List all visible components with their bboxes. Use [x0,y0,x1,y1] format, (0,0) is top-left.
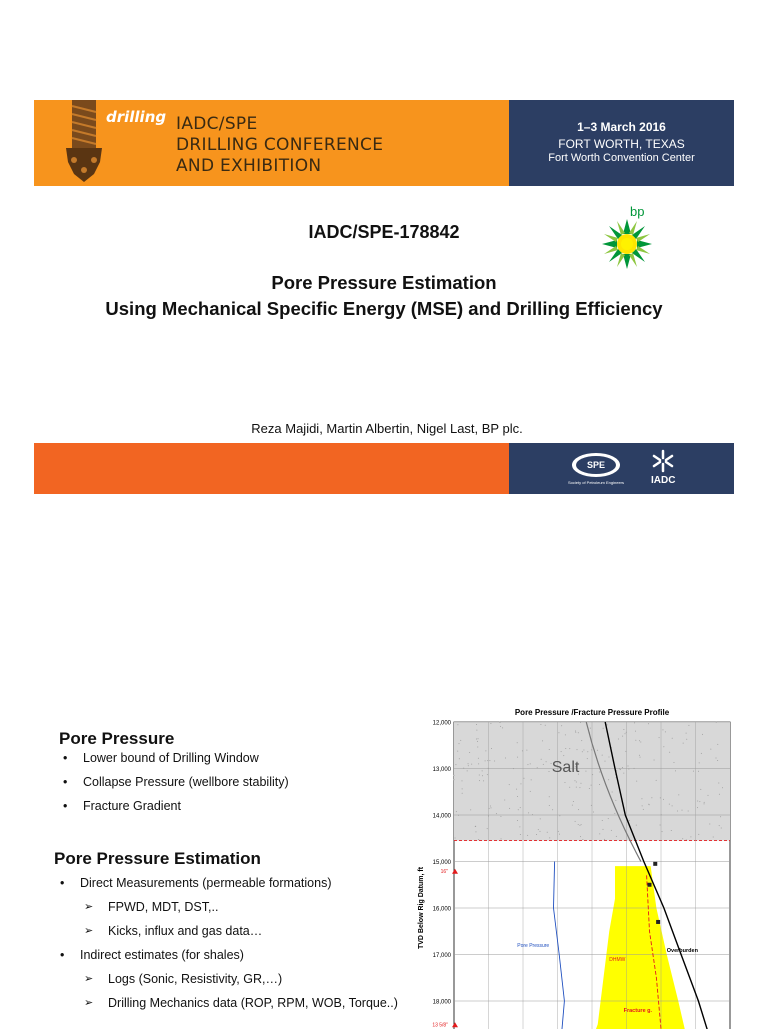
salt-texture-dot [603,728,604,729]
y-tick-label: 15,000 [433,860,452,866]
salt-texture-dot [580,783,581,784]
salt-texture-dot [569,787,570,788]
salt-texture-dot [643,809,644,810]
salt-texture-dot [500,726,501,727]
salt-texture-dot [614,813,615,814]
salt-texture-dot [545,725,546,726]
salt-texture-dot [701,753,702,754]
salt-texture-dot [576,782,577,783]
salt-texture-dot [602,820,603,821]
salt-texture-dot [625,751,626,752]
salt-texture-dot [672,805,673,806]
salt-texture-dot [675,770,676,771]
salt-texture-dot [578,732,579,733]
salt-texture-dot [709,824,710,825]
salt-texture-dot [565,748,566,749]
salt-texture-dot [620,769,621,770]
salt-texture-dot [699,801,700,802]
salt-texture-dot [540,818,541,819]
salt-texture-dot [522,750,523,751]
salt-texture-dot [589,788,590,789]
salt-texture-dot [616,770,617,771]
footer-logo-panel [509,443,734,494]
salt-texture-dot [678,794,679,795]
conference-title-line: AND EXHIBITION [176,156,383,177]
salt-texture-dot [487,774,488,775]
salt-texture-dot [642,805,643,806]
salt-texture-dot [561,751,562,752]
salt-texture-dot [523,778,524,779]
salt-texture-dot [591,785,592,786]
pressure-profile-chart [412,700,734,1024]
salt-texture-dot [460,740,461,741]
salt-texture-dot [602,755,603,756]
paper-title-line2: Using Mechanical Specific Energy (MSE) and Drilling Efficiency [34,298,734,320]
salt-texture-dot [542,740,543,741]
salt-texture-dot [717,744,718,745]
bp-helios-logo-icon [598,202,656,270]
salt-texture-dot [547,832,548,833]
conference-title [176,114,383,177]
sub-bullet-item: ➢ Logs (Sonic, Resistivity, GR,…) [56,971,398,995]
salt-texture-dot [504,799,505,800]
salt-texture-dot [549,796,550,797]
salt-texture-dot [475,831,476,832]
salt-texture-dot [541,759,542,760]
salt-texture-dot [526,750,527,751]
salt-texture-dot [608,757,609,758]
salt-texture-dot [628,765,629,766]
salt-texture-dot [710,749,711,750]
bullet-item: • Fracture Gradient [59,798,289,822]
salt-texture-dot [639,755,640,756]
salt-texture-dot [558,732,559,733]
paper-title-line1: Pore Pressure Estimation [34,272,734,294]
salt-texture-dot [688,725,689,726]
salt-texture-dot [698,834,699,835]
salt-texture-dot [673,762,674,763]
sub-bullet-item: ➢ FPWD, MDT, DST,.. [56,899,262,923]
salt-texture-dot [654,759,655,760]
data-marker [656,920,660,924]
salt-texture-dot [579,825,580,826]
salt-texture-dot [549,805,550,806]
salt-texture-dot [593,811,594,812]
salt-texture-dot [549,837,550,838]
salt-texture-dot [587,751,588,752]
salt-texture-dot [636,825,637,826]
salt-texture-dot [718,782,719,783]
salt-texture-dot [599,784,600,785]
salt-texture-dot [623,773,624,774]
salt-texture-dot [516,789,517,790]
salt-texture-dot [483,780,484,781]
salt-texture-dot [530,791,531,792]
salt-texture-dot [467,770,468,771]
salt-texture-dot [607,724,608,725]
salt-texture-dot [663,799,664,800]
salt-texture-dot [665,731,666,732]
salt-texture-dot [549,749,550,750]
salt-texture-dot [583,749,584,750]
salt-texture-dot [578,809,579,810]
chart-annotation: Pore Pressure [517,943,549,949]
salt-texture-dot [683,743,684,744]
salt-texture-dot [471,764,472,765]
y-tick-label: 14,000 [433,814,452,820]
salt-texture-dot [491,748,492,749]
salt-texture-dot [721,827,722,828]
salt-texture-dot [517,796,518,797]
salt-texture-dot [576,787,577,788]
chart-annotation: Fracture g. [624,1008,653,1014]
salt-texture-dot [704,802,705,803]
salt-texture-dot [543,764,544,765]
salt-texture-dot [455,838,456,839]
conference-city: FORT WORTH, TEXAS [509,137,734,151]
salt-texture-dot [457,724,458,725]
salt-texture-dot [476,724,477,725]
salt-texture-dot [719,825,720,826]
salt-texture-dot [459,743,460,744]
salt-texture-dot [625,733,626,734]
conference-title-line: IADC/SPE [176,114,383,135]
salt-texture-dot [501,838,502,839]
salt-texture-dot [636,781,637,782]
footer-bar [34,443,734,494]
salt-texture-dot [477,746,478,747]
salt-texture-dot [581,824,582,825]
salt-texture-dot [528,812,529,813]
salt-texture-dot [531,779,532,780]
salt-texture-dot [500,816,501,817]
salt-texture-dot [459,758,460,759]
salt-texture-dot [494,761,495,762]
salt-texture-dot [468,763,469,764]
casing-label: 13 5/8" [432,1022,448,1028]
salt-texture-dot [656,780,657,781]
salt-texture-dot [578,824,579,825]
salt-texture-dot [455,764,456,765]
spe-logo-caption: Society of Petroleum Engineers [568,480,624,485]
salt-texture-dot [476,739,477,740]
salt-texture-dot [470,809,471,810]
salt-texture-dot [563,755,564,756]
salt-texture-dot [615,800,616,801]
iadc-logo [647,449,679,489]
salt-texture-dot [604,761,605,762]
salt-texture-dot [713,837,714,838]
salt-texture-dot [582,839,583,840]
salt-texture-dot [559,815,560,816]
salt-texture-dot [688,811,689,812]
indirect-estimates-subbullets [56,971,398,1019]
conference-title-line: DRILLING CONFERENCE [176,135,383,156]
salt-texture-dot [505,758,506,759]
salt-texture-dot [634,722,635,723]
salt-texture-dot [618,738,619,739]
salt-texture-dot [565,734,566,735]
salt-texture-dot [640,741,641,742]
y-tick-label: 18,000 [433,1000,452,1006]
salt-texture-dot [699,762,700,763]
salt-texture-dot [487,760,488,761]
chart-annotation: Overburden [667,948,699,954]
salt-texture-dot [608,779,609,780]
salt-texture-dot [640,757,641,758]
salt-texture-dot [476,730,477,731]
salt-texture-dot [585,771,586,772]
salt-texture-dot [520,834,521,835]
salt-texture-dot [671,830,672,831]
salt-texture-dot [478,763,479,764]
bp-logo-text: bp [630,204,644,219]
chart-annotation: Salt [552,759,580,776]
salt-texture-dot [604,839,605,840]
salt-texture-dot [496,813,497,814]
bullet-item: • Direct Measurements (permeable formations) [56,875,331,899]
salt-texture-dot [482,770,483,771]
salt-texture-dot [698,771,699,772]
salt-texture-dot [715,757,716,758]
salt-texture-dot [608,818,609,819]
salt-texture-dot [475,826,476,827]
salt-texture-dot [575,821,576,822]
section-heading-pore-pressure: Pore Pressure [59,729,174,749]
salt-texture-dot [592,774,593,775]
chart-title: Pore Pressure /Fracture Pressure Profile [515,708,670,717]
salt-texture-dot [517,820,518,821]
y-tick-label: 12,000 [433,721,452,727]
salt-texture-dot [469,752,470,753]
sub-bullet-item: ➢ Kicks, influx and gas data… [56,923,262,947]
salt-texture-dot [479,780,480,781]
salt-texture-dot [575,732,576,733]
salt-texture-dot [663,746,664,747]
banner-date-panel [509,100,734,186]
salt-texture-dot [517,757,518,758]
salt-texture-dot [572,805,573,806]
salt-texture-dot [490,807,491,808]
footer-orange-panel [34,443,509,494]
data-marker [653,862,657,866]
spe-logo-icon [567,451,625,487]
salt-texture-dot [527,764,528,765]
iadc-logo-text: IADC [651,475,675,486]
salt-texture-dot [478,839,479,840]
salt-texture-dot [569,748,570,749]
data-marker [648,883,652,887]
salt-texture-dot [669,804,670,805]
salt-texture-dot [462,788,463,789]
drilling-logo-word: drilling [106,108,166,126]
salt-texture-dot [722,787,723,788]
salt-texture-dot [660,797,661,798]
salt-texture-dot [720,816,721,817]
y-axis-label: TVD Below Rig Datum, ft [418,866,425,949]
salt-texture-dot [635,740,636,741]
salt-texture-dot [519,826,520,827]
salt-texture-dot [693,771,694,772]
salt-texture-dot [704,803,705,804]
salt-texture-dot [641,798,642,799]
salt-texture-dot [622,736,623,737]
chart-svg [412,700,734,1024]
salt-texture-dot [454,779,455,780]
salt-texture-dot [478,758,479,759]
banner-orange-panel [34,100,509,186]
salt-texture-dot [662,831,663,832]
salt-texture-dot [648,804,649,805]
salt-texture-dot [682,838,683,839]
salt-texture-dot [573,801,574,802]
salt-texture-dot [686,733,687,734]
salt-texture-dot [520,783,521,784]
salt-texture-dot [540,724,541,725]
conference-venue: Fort Worth Convention Center [509,152,734,164]
salt-texture-dot [518,809,519,810]
salt-texture-dot [648,723,649,724]
salt-texture-dot [548,771,549,772]
salt-texture-dot [539,831,540,832]
salt-texture-dot [591,805,592,806]
salt-texture-dot [662,729,663,730]
bullet-item: • Lower bound of Drilling Window [59,750,289,774]
salt-texture-dot [485,760,486,761]
salt-texture-dot [477,741,478,742]
casing-label: 16" [441,869,449,875]
salt-texture-dot [677,810,678,811]
title-slide [34,100,734,494]
salt-texture-dot [697,807,698,808]
salt-texture-dot [651,797,652,798]
salt-texture-dot [717,760,718,761]
salt-texture-dot [579,787,580,788]
salt-texture-dot [629,820,630,821]
estimation-bullets [56,875,331,899]
salt-texture-dot [456,811,457,812]
pore-pressure-bullets [59,750,289,822]
salt-texture-dot [581,740,582,741]
salt-texture-dot [509,784,510,785]
salt-texture-dot [623,729,624,730]
y-tick-label: 13,000 [433,767,452,773]
salt-texture-dot [686,739,687,740]
salt-texture-dot [538,829,539,830]
salt-texture-dot [659,737,660,738]
salt-texture-dot [702,734,703,735]
conference-banner [34,100,734,186]
indirect-estimates-bullets [56,947,244,971]
salt-texture-dot [690,836,691,837]
salt-texture-dot [635,731,636,732]
salt-texture-dot [682,810,683,811]
salt-texture-dot [478,738,479,739]
salt-texture-dot [561,725,562,726]
salt-texture-dot [502,727,503,728]
salt-texture-dot [577,749,578,750]
salt-texture-dot [700,789,701,790]
content-slide [34,700,734,1024]
salt-texture-dot [622,767,623,768]
authors: Reza Majidi, Martin Albertin, Nigel Last, BP plc. [34,421,740,436]
paper-id: IADC/SPE-178842 [34,222,734,243]
salt-texture-dot [599,833,600,834]
salt-texture-dot [590,728,591,729]
salt-texture-dot [489,808,490,809]
salt-texture-dot [707,795,708,796]
direct-measurement-subbullets [56,899,262,947]
salt-texture-dot [639,740,640,741]
salt-texture-dot [509,808,510,809]
salt-texture-dot [530,763,531,764]
salt-texture-dot [462,793,463,794]
salt-texture-dot [552,809,553,810]
salt-texture-dot [597,750,598,751]
bullet-item: • Indirect estimates (for shales) [56,947,244,971]
y-tick-label: 17,000 [433,953,452,959]
salt-texture-dot [461,780,462,781]
salt-texture-dot [490,806,491,807]
salt-texture-dot [575,730,576,731]
conference-date: 1–3 March 2016 [509,120,734,134]
salt-texture-dot [454,775,455,776]
bullet-item: • Collapse Pressure (wellbore stability) [59,774,289,798]
salt-texture-dot [536,834,537,835]
salt-texture-dot [559,834,560,835]
salt-texture-dot [719,794,720,795]
iadc-star-icon [647,449,679,473]
section-heading-pore-pressure-estimation: Pore Pressure Estimation [54,849,261,869]
salt-texture-dot [616,836,617,837]
salt-texture-dot [489,760,490,761]
salt-texture-dot [558,831,559,832]
salt-texture-dot [672,738,673,739]
salt-texture-dot [580,836,581,837]
salt-texture-dot [582,751,583,752]
salt-texture-dot [669,752,670,753]
salt-texture-dot [599,771,600,772]
salt-texture-dot [527,835,528,836]
salt-texture-dot [587,758,588,759]
salt-texture-dot [482,775,483,776]
salt-texture-dot [660,825,661,826]
salt-texture-dot [479,775,480,776]
salt-texture-dot [457,751,458,752]
salt-texture-dot [468,765,469,766]
salt-texture-dot [697,800,698,801]
salt-texture-dot [485,750,486,751]
salt-texture-dot [612,791,613,792]
chart-annotation: DHMW [609,957,625,963]
svg-text:SPE: SPE [587,460,605,470]
salt-texture-dot [517,742,518,743]
salt-texture-dot [611,830,612,831]
y-tick-label: 16,000 [433,907,452,913]
salt-texture-dot [490,723,491,724]
salt-texture-dot [574,780,575,781]
salt-texture-dot [546,761,547,762]
sub-bullet-item: ➢ Drilling Mechanics data (ROP, RPM, WOB, Torque..) [56,995,398,1019]
salt-texture-dot [537,767,538,768]
salt-texture-dot [487,828,488,829]
salt-texture-dot [603,829,604,830]
salt-texture-dot [520,807,521,808]
salt-texture-dot [564,782,565,783]
